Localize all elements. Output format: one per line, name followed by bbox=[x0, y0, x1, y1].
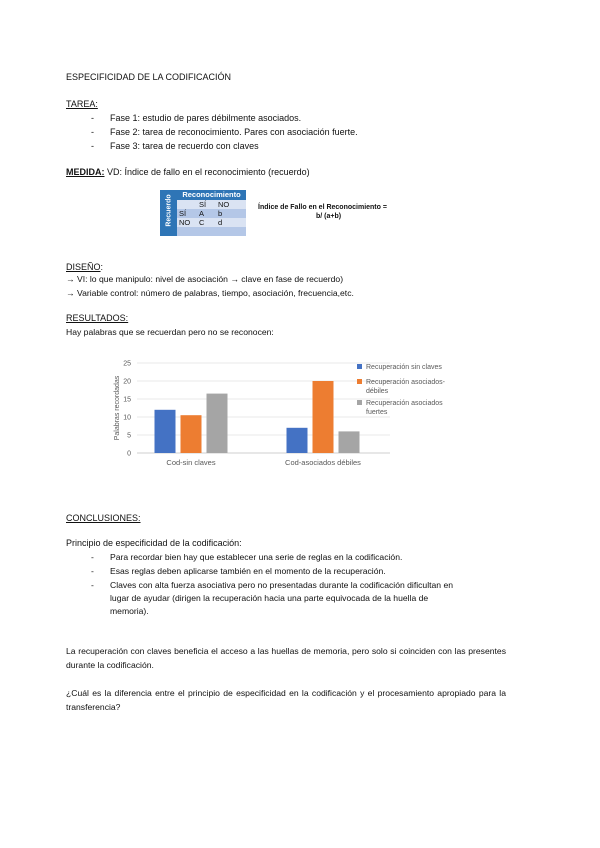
medida-text: VD: Índice de fallo en el reconocimiento (recuerdo) bbox=[104, 167, 310, 177]
bar-1-1 bbox=[313, 381, 334, 453]
legend-label: fuertes bbox=[366, 409, 388, 416]
conclusiones-heading: CONCLUSIONES: bbox=[66, 513, 141, 523]
bar-0-0 bbox=[155, 410, 176, 453]
x-tick-label: Cod-asociados débiles bbox=[285, 458, 361, 467]
resultados-heading: RESULTADOS: bbox=[66, 313, 129, 323]
bar-1-2 bbox=[339, 431, 360, 453]
diseno-line-1: → VI: lo que manipulo: nivel de asociación → clave en fase de recuerdo) bbox=[66, 274, 344, 284]
formula-line-1: Índice de Fallo en el Reconocimiento = bbox=[258, 204, 387, 211]
bar-1-0 bbox=[287, 428, 308, 453]
conclusiones-subtitle: Principio de especificidad de la codificación: bbox=[66, 538, 242, 548]
table-row: SÍ A b bbox=[177, 209, 246, 218]
legend-label: Recuperación sin claves bbox=[366, 364, 442, 371]
y-tick-label: 5 bbox=[127, 432, 131, 440]
diseno-line-2: → Variable control: número de palabras, tiempo, asociación, frecuencia,etc. bbox=[66, 288, 354, 298]
question-paragraph: ¿Cuál es la diferencia entre el principio de especificidad en la codificación y el procesamiento apropiado para la transferencia? bbox=[66, 688, 506, 712]
y-tick-label: 10 bbox=[123, 414, 131, 422]
legend-swatch bbox=[357, 379, 362, 384]
legend-label: Recuperación asociados- bbox=[366, 379, 445, 386]
y-tick-label: 20 bbox=[123, 378, 131, 386]
paragraph-recuperacion: La recuperación con claves beneficia el acceso a las huellas de memoria, pero solo si coinciden con las presentes durante la codificación. bbox=[66, 646, 506, 670]
bar-0-2 bbox=[207, 394, 228, 453]
legend-swatch bbox=[357, 364, 362, 369]
diseno-heading: DISEÑO bbox=[66, 262, 101, 272]
diseno-heading-line: DISEÑO: bbox=[66, 262, 104, 272]
legend-label: Recuperación asociados bbox=[366, 400, 443, 407]
formula-line-2: b/ (a+b) bbox=[316, 213, 342, 220]
y-tick-label: 0 bbox=[127, 450, 131, 458]
y-tick-label: 25 bbox=[123, 360, 131, 368]
document-title: ESPECIFICIDAD DE LA CODIFICACIÓN bbox=[66, 72, 232, 82]
table-side-header: Recuerdo bbox=[160, 190, 177, 236]
y-tick-label: 15 bbox=[123, 396, 131, 404]
bar-0-1 bbox=[181, 415, 202, 453]
table-row: SÍ NO bbox=[177, 200, 246, 209]
tarea-heading: TAREA: bbox=[66, 99, 98, 109]
legend-label: débiles bbox=[366, 388, 389, 395]
x-tick-label: Cod-sin claves bbox=[166, 458, 216, 467]
resultados-text: Hay palabras que se recuerdan pero no se reconocen: bbox=[66, 327, 274, 337]
legend-swatch bbox=[357, 400, 362, 405]
table-header: Reconocimiento bbox=[177, 190, 246, 200]
y-axis-label: Palabras recordadas bbox=[114, 375, 121, 441]
medida-heading: MEDIDA: bbox=[66, 167, 105, 177]
table-row: NO C d bbox=[177, 218, 246, 227]
